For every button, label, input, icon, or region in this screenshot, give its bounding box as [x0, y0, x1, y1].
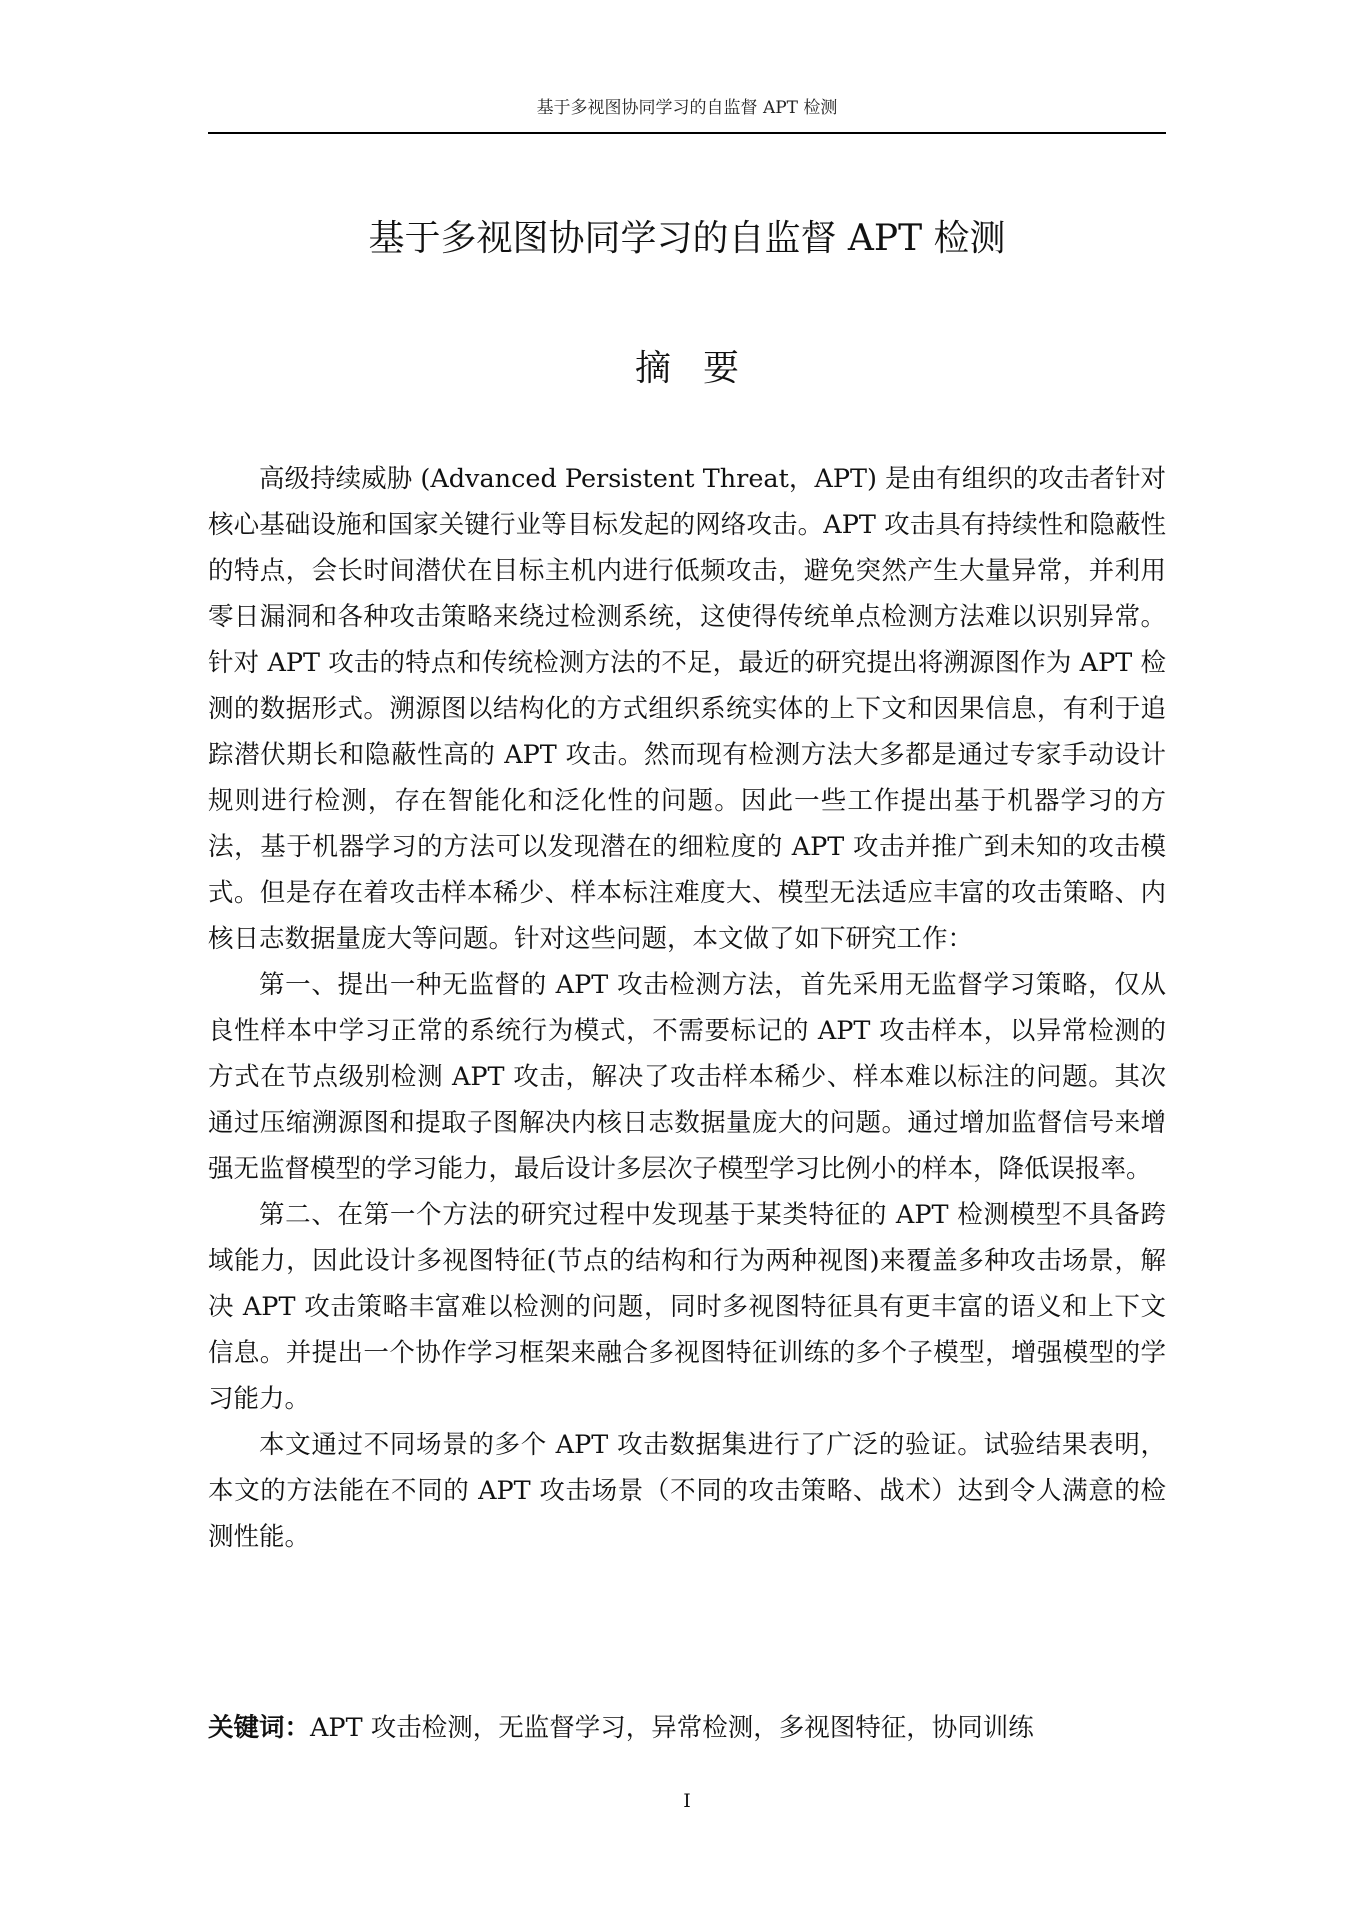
abstract-paragraph-1: 高级持续威胁 (Advanced Persistent Threat，APT) 是由有组织的攻击者针对核心基础设施和国家关键行业等目标发起的网络攻击。APT 攻击具有持续性和隐蔽性的特点，会长时间潜伏在目标主机内进行低频攻击，避免突然产生大量异常，并利用零日漏洞和各种攻击策略来绕过检测系统，这使得传统单点检测方法难以识别异常。针对 APT 攻击的特点和传统检测方法的不足，最近的研究提出将溯源图作为 APT 检测的数据形式。溯源图以结构化的方式组织系统实体的上下文和因果信息，有利于追踪潜伏期长和隐蔽性高的 APT 攻击。然而现有检测方法大多都是通过专家手动设计规则进行检测，存在智能化和泛化性的问题。因此一些工作提出基于机器学习的方法，基于机器学习的方法可以发现潜在的细粒度的 APT 攻击并推广到未知的攻击模式。但是存在着攻击样本稀少、样本标注难度大、模型无法适应丰富的攻击策略、内核日志数据量庞大等问题。针对这些问题，本文做了如下研究工作： [208, 464, 1166, 954]
abstract-paragraph-4: 本文通过不同场景的多个 APT 攻击数据集进行了广泛的验证。试验结果表明，本文的方法能在不同的 APT 攻击场景（不同的攻击策略、战术）达到令人满意的检测性能。 [208, 1430, 1166, 1552]
abstract-paragraph-3: 第二、在第一个方法的研究过程中发现基于某类特征的 APT 检测模型不具备跨域能力，因此设计多视图特征(节点的结构和行为两种视图)来覆盖多种攻击场景，解决 APT 攻击策略丰富难以检测的问题，同时多视图特征具有更丰富的语义和上下文信息。并提出一个协作学习框架来融合多视图特征训练的多个子模型，增强模型的学习能力。 [208, 1200, 1166, 1414]
abstract-body [208, 456, 1166, 1560]
document-title: 基于多视图协同学习的自监督 APT 检测 [368, 218, 1006, 259]
abstract-heading: 摘要 [634, 348, 771, 389]
running-header: 基于多视图协同学习的自监督 APT 检测 [536, 98, 838, 118]
abstract-paragraph-2: 第一、提出一种无监督的 APT 攻击检测方法，首先采用无监督学习策略，仅从良性样本中学习正常的系统行为模式，不需要标记的 APT 攻击样本，以异常检测的方式在节点级别检测 APT 攻击，解决了攻击样本稀少、样本难以标注的问题。其次通过压缩溯源图和提取子图解决内核日志数据量庞大的问题。通过增加监督信号来增强无监督模型的学习能力，最后设计多层次子模型学习比例小的样本，降低误报率。 [208, 970, 1166, 1184]
keywords-text: APT 攻击检测，无监督学习，异常检测，多视图特征，协同训练 [310, 1713, 1034, 1743]
header-rule [208, 132, 1166, 134]
page-number: I [683, 1790, 691, 1812]
keywords-label: 关键词： [208, 1713, 311, 1743]
keywords-line [208, 1705, 1166, 1751]
